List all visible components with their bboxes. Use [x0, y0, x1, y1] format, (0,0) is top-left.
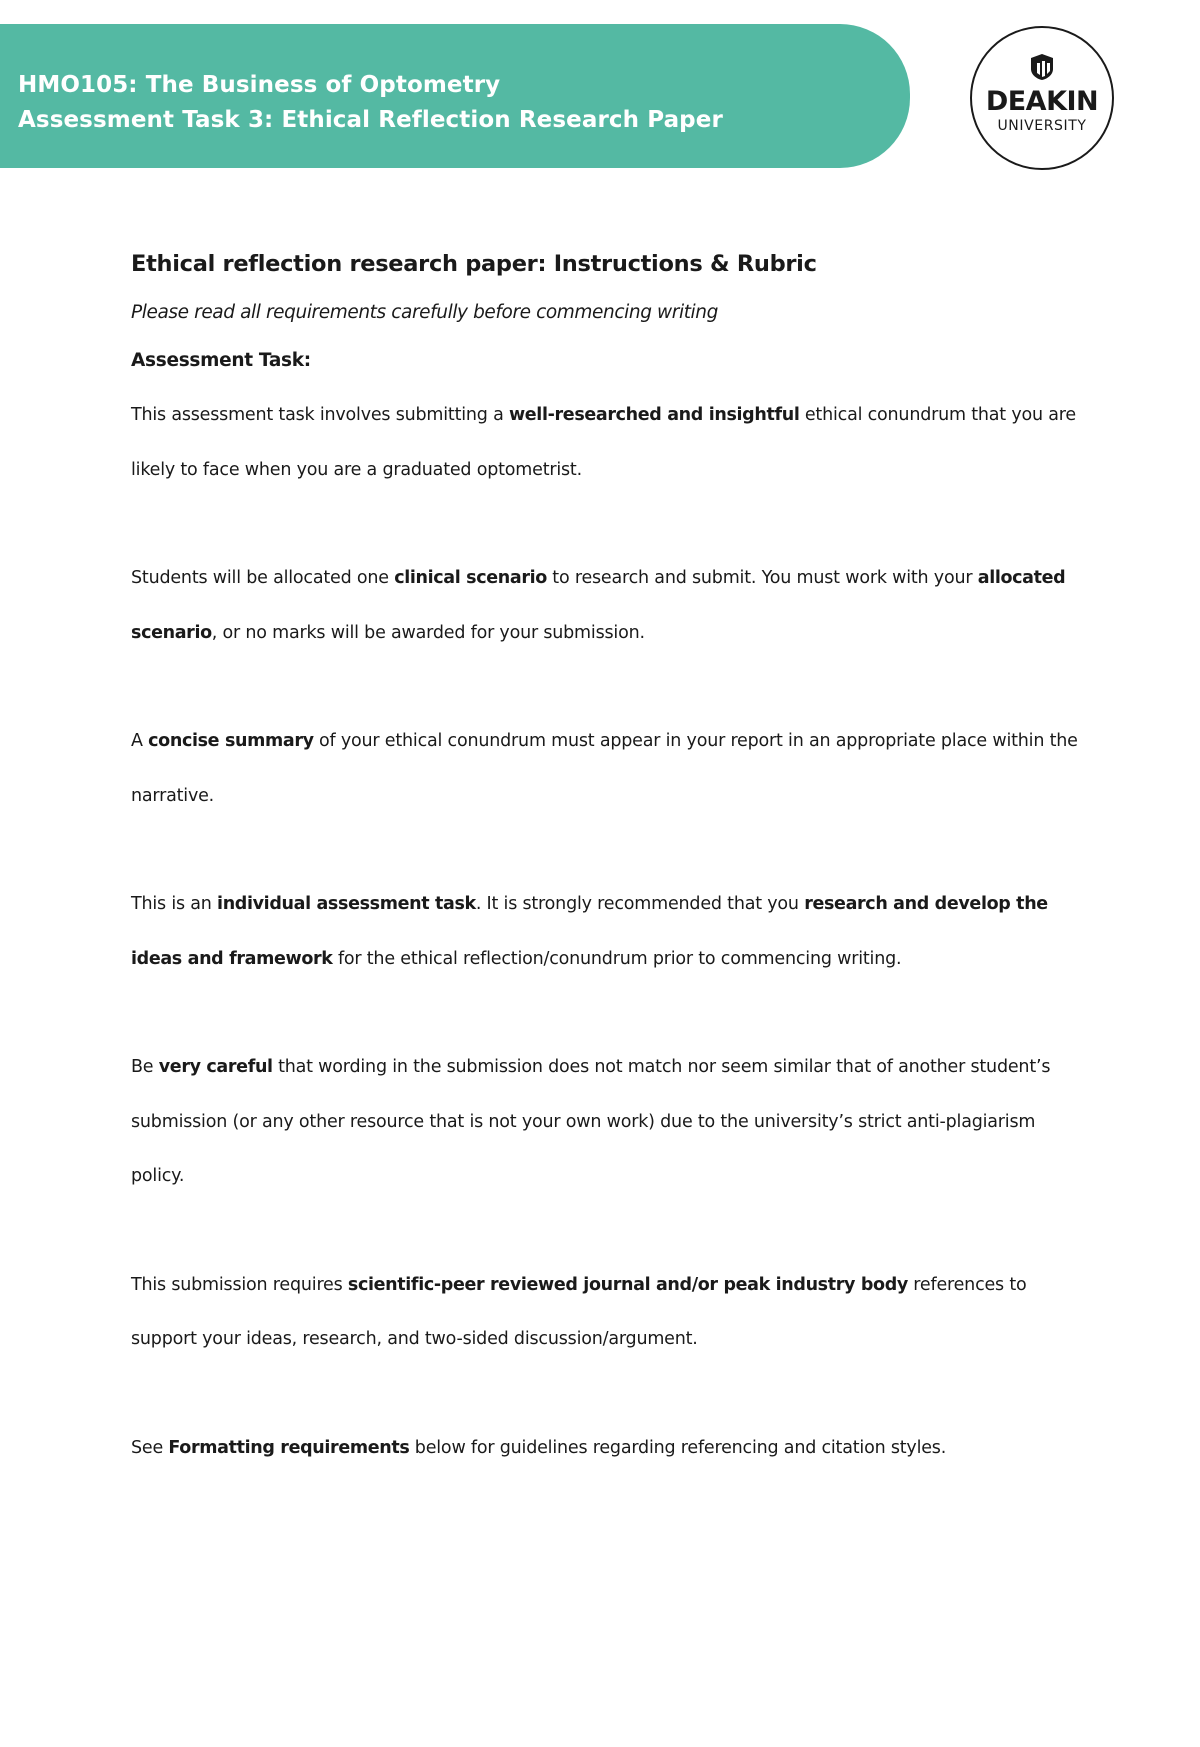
paragraph-text: This submission requires — [131, 1274, 348, 1295]
instruction-paragraph — [131, 1421, 1091, 1476]
deakin-university-logo — [970, 26, 1114, 170]
document-subtitle: Please read all requirements carefully before commencing writing — [131, 302, 718, 323]
paragraph-text: , or no marks will be awarded for your submission. — [211, 622, 645, 643]
emphasis-text: Formatting requirements — [168, 1437, 410, 1458]
document-title: Ethical reflection research paper: Instructions & Rubric — [131, 251, 817, 277]
emphasis-text: concise summary — [148, 731, 314, 751]
paragraph-text: Students will be allocated one — [131, 568, 395, 588]
paragraph-text: for the ethical reflection/conundrum prior to commencing writing. — [332, 948, 902, 969]
emphasis-text: allocated scenario — [131, 568, 1066, 643]
paragraph-text: A — [131, 731, 149, 751]
paragraph-text: that wording in the submission does not match nor seem similar that of another student’s submission (or any other resource that is not your own work) due to the university’s strict anti-plagiarism policy. — [131, 1057, 1051, 1186]
instruction-paragraphs — [131, 388, 1091, 1475]
paragraph-text: references to support your ideas, research, and two-sided discussion/argument. — [131, 1274, 1027, 1349]
deakin-crest-icon — [1029, 53, 1055, 81]
instruction-paragraph — [131, 551, 1091, 660]
emphasis-text: well-researched and insightful — [508, 405, 800, 425]
paragraph-text: below for guidelines regarding referencing and citation styles. — [409, 1437, 947, 1458]
paragraph-text: This is an — [131, 894, 218, 914]
emphasis-text: scientific-peer reviewed journal and/or peak industry body — [347, 1274, 908, 1295]
instruction-paragraph — [131, 877, 1091, 986]
paragraph-text: This assessment task involves submitting a — [131, 405, 509, 425]
course-title: HMO105: The Business of Optometry — [18, 72, 501, 98]
instruction-paragraph — [131, 1040, 1091, 1204]
logo-name: DEAKIN — [985, 86, 1099, 117]
emphasis-text: individual assessment task — [217, 894, 476, 914]
paragraph-text: Be — [131, 1057, 159, 1077]
header-banner — [0, 24, 910, 168]
paragraph-text: . It is strongly recommended that you — [475, 894, 805, 914]
emphasis-text: research and develop the ideas and framework — [131, 894, 1048, 969]
emphasis-text: clinical scenario — [394, 568, 547, 588]
paragraph-text: See — [131, 1437, 169, 1458]
instruction-paragraph — [131, 388, 1091, 497]
emphasis-text: very careful — [158, 1057, 273, 1077]
paragraph-text: ethical conundrum that you are likely to face when you are a graduated optometrist. — [131, 405, 1076, 480]
paragraph-text: to research and submit. You must work with your — [546, 568, 978, 588]
instruction-paragraph — [131, 1258, 1091, 1367]
assessment-task-title: Assessment Task 3: Ethical Reflection Research Paper — [18, 107, 723, 133]
logo-subtitle: UNIVERSITY — [997, 118, 1087, 134]
instruction-paragraph — [131, 714, 1091, 823]
document-body — [131, 246, 1091, 1475]
assessment-task-heading: Assessment Task: — [131, 350, 311, 371]
paragraph-text: of your ethical conundrum must appear in your report in an appropriate place within the narrative. — [131, 731, 1078, 806]
